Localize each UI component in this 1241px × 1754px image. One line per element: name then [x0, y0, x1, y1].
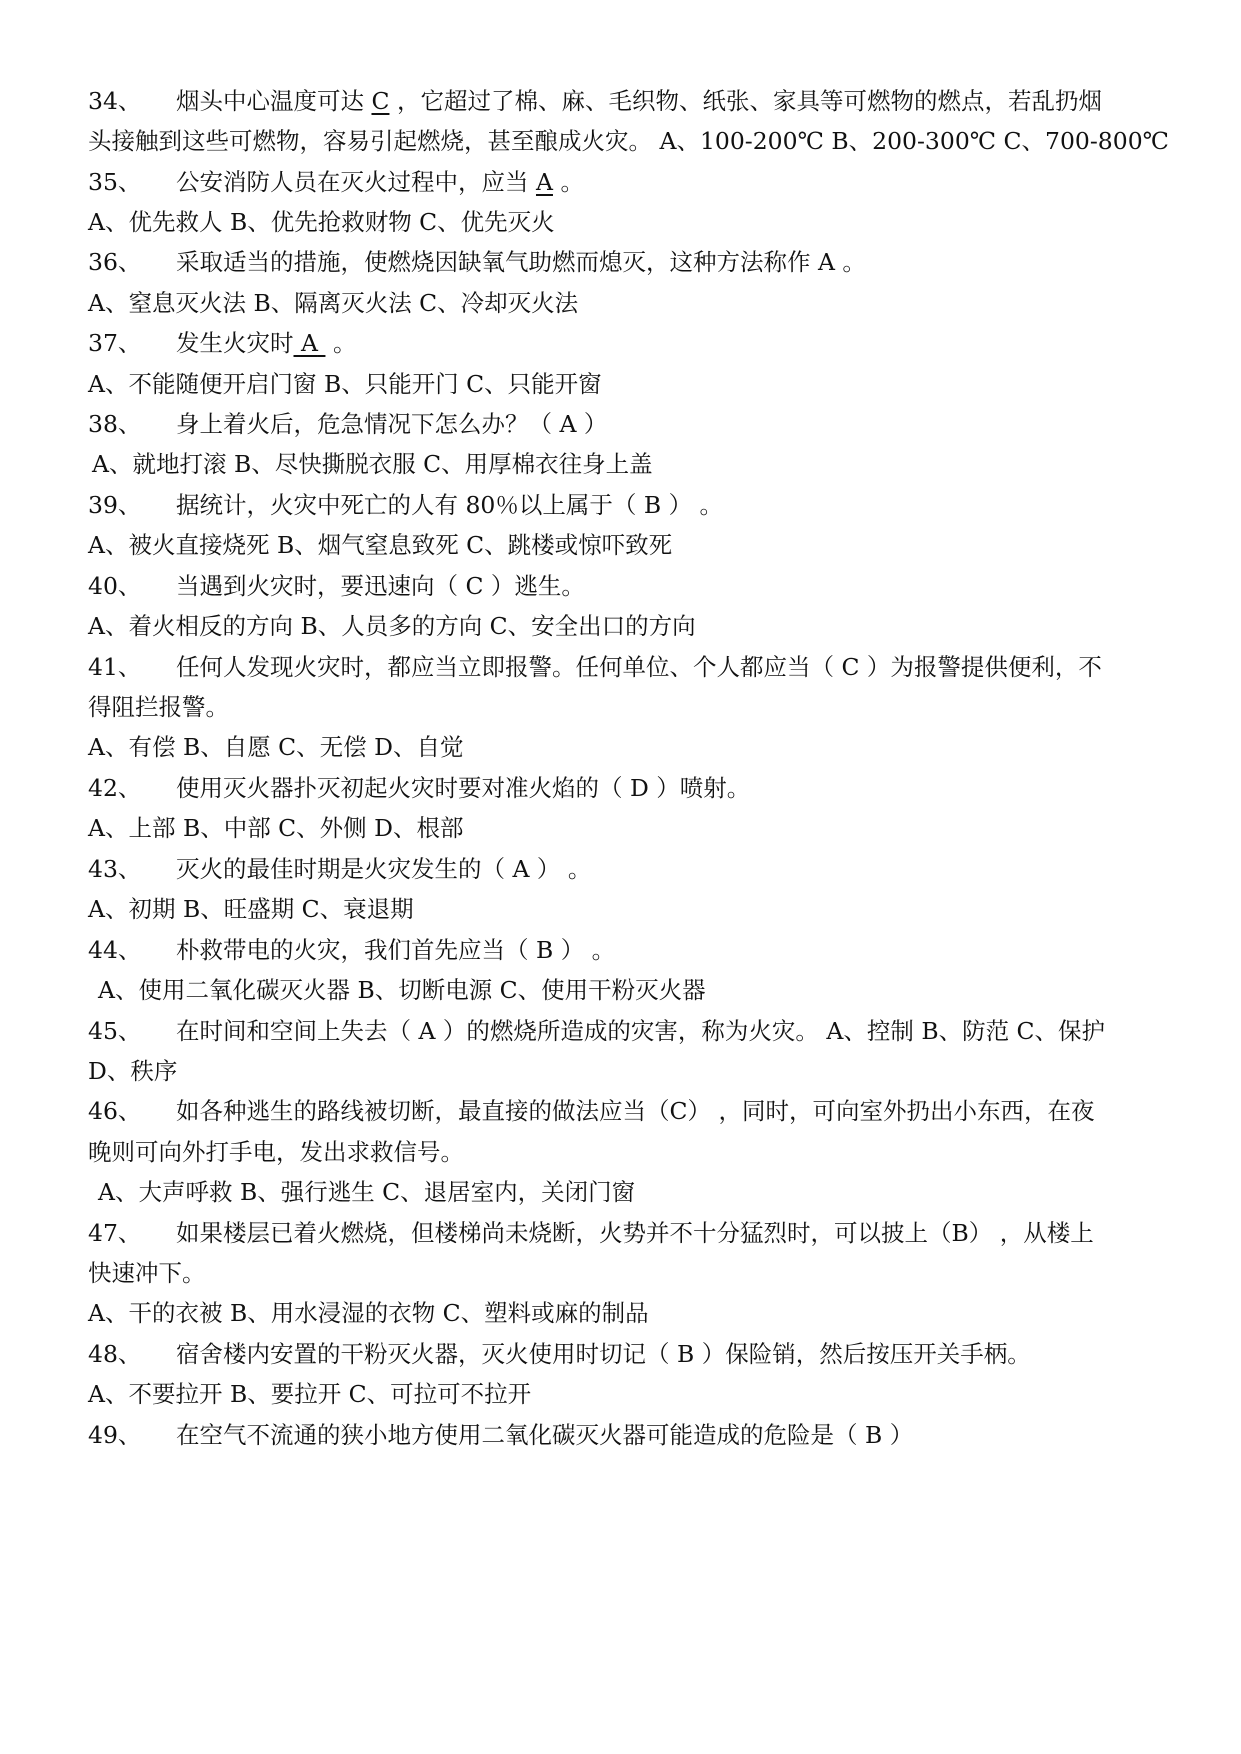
- question-46-continued: 晚则可向外打手电，发出求救信号。: [88, 1138, 464, 1166]
- options-44: A、使用二氧化碳灭火器 B、切断电源 C、使用干粉灭火器: [98, 976, 706, 1004]
- options-41: A、有偿 B、自愿 C、无偿 D、自觉: [88, 733, 464, 761]
- question-36: [88, 247, 866, 277]
- question-35: [88, 167, 584, 197]
- question-number: 40、: [88, 572, 142, 600]
- question-45: [88, 1016, 1105, 1046]
- question-text: 在时间和空间上失去（ A ）的燃烧所造成的灾害，称为火灾。 A、控制 B、防范 C、保护: [176, 1017, 1106, 1045]
- answer-letter: A: [300, 329, 318, 357]
- question-text: ，它超过了棉、麻、毛织物、纸张、家具等可燃物的燃点，若乱扔烟: [396, 87, 1102, 115]
- question-number: 43、: [88, 855, 142, 883]
- question-text: 。: [332, 329, 357, 357]
- options-38: A、就地打滚 B、尽快撕脱衣服 C、用厚棉衣往身上盖: [92, 450, 653, 478]
- question-number: 49、: [88, 1421, 142, 1449]
- question-number: 48、: [88, 1340, 142, 1368]
- options-37: A、不能随便开启门窗 B、只能开门 C、只能开窗: [88, 370, 602, 398]
- question-34: [88, 86, 1102, 116]
- question-41: [88, 652, 1102, 682]
- question-number: 41、: [88, 653, 142, 681]
- options-35: A、优先救人 B、优先抢救财物 C、优先灭火: [88, 208, 555, 236]
- question-number: 36、: [88, 248, 142, 276]
- options-48: A、不要拉开 B、要拉开 C、可拉可不拉开: [88, 1380, 532, 1408]
- question-number: 46、: [88, 1097, 142, 1125]
- question-text: 灭火的最佳时期是火灾发生的（ A ） 。: [176, 855, 592, 883]
- question-text: 发生火灾时: [176, 329, 294, 357]
- question-number: 42、: [88, 774, 142, 802]
- options-36: A、窒息灭火法 B、隔离灭火法 C、冷却灭火法: [88, 289, 579, 317]
- question-45-continued: D、秩序: [88, 1057, 178, 1085]
- options-42: A、上部 B、中部 C、外侧 D、根部: [88, 814, 464, 842]
- question-text: 。: [560, 168, 584, 196]
- question-40: [88, 571, 585, 601]
- options-39: A、被火直接烧死 B、烟气窒息致死 C、跳楼或惊吓致死: [88, 531, 673, 559]
- question-49: [88, 1420, 913, 1450]
- question-37: [88, 328, 356, 358]
- options-47: A、干的衣被 B、用水浸湿的衣物 C、塑料或麻的制品: [88, 1299, 649, 1327]
- question-43: [88, 854, 591, 884]
- question-46: [88, 1096, 1094, 1126]
- options-43: A、初期 B、旺盛期 C、衰退期: [88, 895, 414, 923]
- question-number: 35、: [88, 168, 142, 196]
- question-number: 38、: [88, 410, 142, 438]
- question-text: 在空气不流通的狭小地方使用二氧化碳灭火器可能造成的危险是（ B ）: [176, 1421, 914, 1449]
- question-47: [88, 1218, 1094, 1248]
- question-34-continued: 头接触到这些可燃物，容易引起燃烧，甚至酿成火灾。 A、100-200℃ B、200-300℃ C、700-800℃: [88, 127, 1169, 155]
- question-text: 任何人发现火灾时，都应当立即报警。任何单位、个人都应当（ C ）为报警提供便利，不: [176, 653, 1102, 681]
- question-text: 当遇到火灾时，要迅速向（ C ）逃生。: [176, 572, 585, 600]
- question-text: 公安消防人员在灭火过程中，应当: [176, 168, 529, 196]
- question-text: 使用灭火器扑灭初起火灾时要对准火焰的（ D ）喷射。: [176, 774, 751, 802]
- question-42: [88, 773, 750, 803]
- question-number: 47、: [88, 1219, 142, 1247]
- question-41-continued: 得阻拦报警。: [88, 693, 229, 721]
- question-47-continued: 快速冲下。: [88, 1259, 206, 1287]
- question-text: 身上着火后，危急情况下怎么办？（ A ）: [176, 410, 608, 438]
- question-44: [88, 935, 615, 965]
- question-text: 如各种逃生的路线被切断，最直接的做法应当（C） ，同时，可向室外扔出小东西，在夜: [176, 1097, 1095, 1125]
- options-46: A、大声呼救 B、强行逃生 C、退居室内，关闭门窗: [98, 1178, 636, 1206]
- question-text: 采取适当的措施，使燃烧因缺氧气助燃而熄灭，这种方法称作 A 。: [176, 248, 866, 276]
- question-text: 烟头中心温度可达: [176, 87, 364, 115]
- question-number: 44、: [88, 936, 142, 964]
- question-text: 据统计，火灾中死亡的人有 80％以上属于（ B ） 。: [176, 491, 724, 519]
- question-text: 朴救带电的火灾，我们首先应当（ B ） 。: [176, 936, 616, 964]
- question-number: 34、: [88, 87, 142, 115]
- question-text: 宿舍楼内安置的干粉灭火器，灭火使用时切记（ B ）保险销，然后按压开关手柄。: [176, 1340, 1031, 1368]
- question-number: 37、: [88, 329, 142, 357]
- answer-blank: A: [535, 168, 553, 196]
- options-40: A、着火相反的方向 B、人员多的方向 C、安全出口的方向: [88, 612, 696, 640]
- question-39: [88, 490, 723, 520]
- question-text: 如果楼层已着火燃烧，但楼梯尚未烧断，火势并不十分猛烈时，可以披上（B） ，从楼上: [176, 1219, 1094, 1247]
- question-38: [88, 409, 607, 439]
- question-number: 39、: [88, 491, 142, 519]
- question-number: 45、: [88, 1017, 142, 1045]
- question-48: [88, 1339, 1031, 1369]
- answer-blank: C: [371, 87, 390, 115]
- answer-blank: [294, 329, 326, 357]
